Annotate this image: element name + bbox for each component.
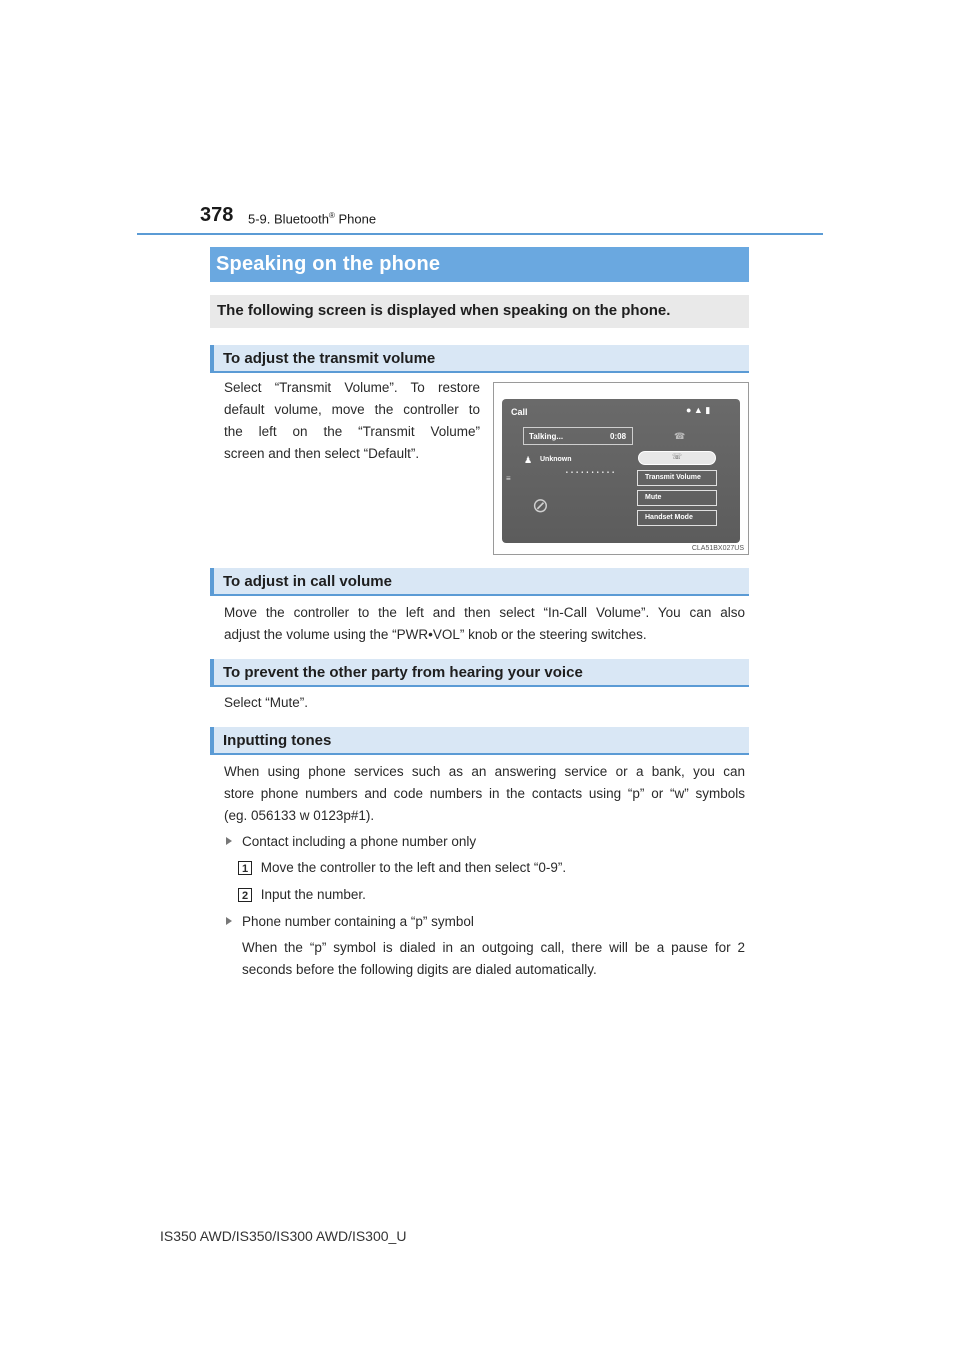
no-entry-icon: ⊘ — [532, 495, 549, 517]
step-number: 2 — [238, 888, 252, 902]
step-item — [238, 857, 566, 879]
figure-caption: CLA51BX027US — [691, 545, 744, 552]
menu-transmit-volume: Transmit Volume — [645, 474, 701, 481]
keypad-dots: • • • • • • • • • • — [566, 470, 616, 476]
hangup-icon: ☎ — [674, 431, 686, 441]
bullet-item — [226, 911, 474, 933]
tones-line: When using phone services such as an answering service or a bank, you can — [224, 764, 745, 779]
page-number: 378 — [200, 204, 234, 226]
bullet-text: Phone number containing a “p” symbol — [242, 914, 474, 929]
in-call-volume-text — [224, 602, 745, 646]
transmit-line: default volume, move the controller to — [224, 402, 480, 417]
bullet-arrow-icon — [226, 837, 232, 845]
header-rule — [137, 233, 823, 235]
screen-title: Call — [511, 407, 528, 417]
tones-line: (eg. 056133 w 0123p#1). — [224, 808, 375, 823]
registered-mark: ® — [328, 211, 335, 220]
chapter-label — [248, 211, 376, 226]
menu-mute: Mute — [645, 494, 662, 501]
mute-text: Select “Mute”. — [224, 695, 309, 710]
step-text: Input the number. — [260, 887, 366, 902]
step-item — [238, 884, 366, 906]
bullet-description — [242, 937, 745, 981]
bullet-text: Contact including a phone number only — [242, 834, 477, 849]
transmit-line: screen and then select “Default”. — [224, 446, 420, 461]
person-icon: ♟ — [524, 455, 533, 465]
tones-text — [224, 761, 745, 827]
chapter-tail: Phone — [334, 211, 377, 227]
subheading-inputting-tones: Inputting tones — [210, 727, 749, 755]
step-number: 1 — [238, 861, 252, 875]
subheading-mute: To prevent the other party from hearing your voice — [210, 659, 749, 687]
subheading-transmit-volume: To adjust the transmit volume — [210, 345, 749, 373]
section-intro: The following screen is displayed when speaking on the phone. — [210, 295, 749, 328]
caller-name: Unknown — [540, 456, 572, 463]
phone-icon: ☏ — [672, 452, 683, 461]
bullet-arrow-icon — [226, 917, 232, 925]
transmit-line: the left on the “Transmit Volume” — [224, 424, 480, 439]
footer-model: IS350 AWD/IS350/IS300 AWD/IS300_U — [160, 1228, 407, 1244]
bullet-desc-line: seconds before the following digits are dialed automatically. — [242, 962, 597, 977]
call-screen — [502, 399, 740, 543]
incall-line: adjust the volume using the “PWR•VOL” knob or the steering switches. — [224, 627, 647, 642]
section-title: Speaking on the phone — [210, 247, 749, 282]
call-screen-illustration — [493, 382, 749, 555]
chapter-text: 5-9. Bluetooth — [248, 211, 329, 227]
transmit-volume-text — [224, 377, 480, 465]
transmit-line: Select “Transmit Volume”. To restore — [224, 380, 480, 395]
status-icons: ● ▲ ▮ — [686, 405, 711, 415]
incall-line: Move the controller to the left and then select “In-Call Volume”. You can also — [224, 605, 745, 620]
menu-handset-mode: Handset Mode — [645, 514, 693, 521]
subheading-in-call-volume: To adjust in call volume — [210, 568, 749, 596]
bullet-desc-line: When the “p” symbol is dialed in an outgoing call, there will be a pause for 2 — [242, 940, 745, 955]
step-text: Move the controller to the left and then select “0-9”. — [260, 860, 567, 875]
tones-line: store phone numbers and code numbers in the contacts using “p” or “w” symbols — [224, 786, 745, 801]
bullet-item — [226, 831, 476, 853]
talking-status: Talking... — [529, 432, 564, 441]
call-timer: 0:08 — [610, 432, 627, 441]
side-menu-icon: ≡ — [506, 474, 511, 483]
